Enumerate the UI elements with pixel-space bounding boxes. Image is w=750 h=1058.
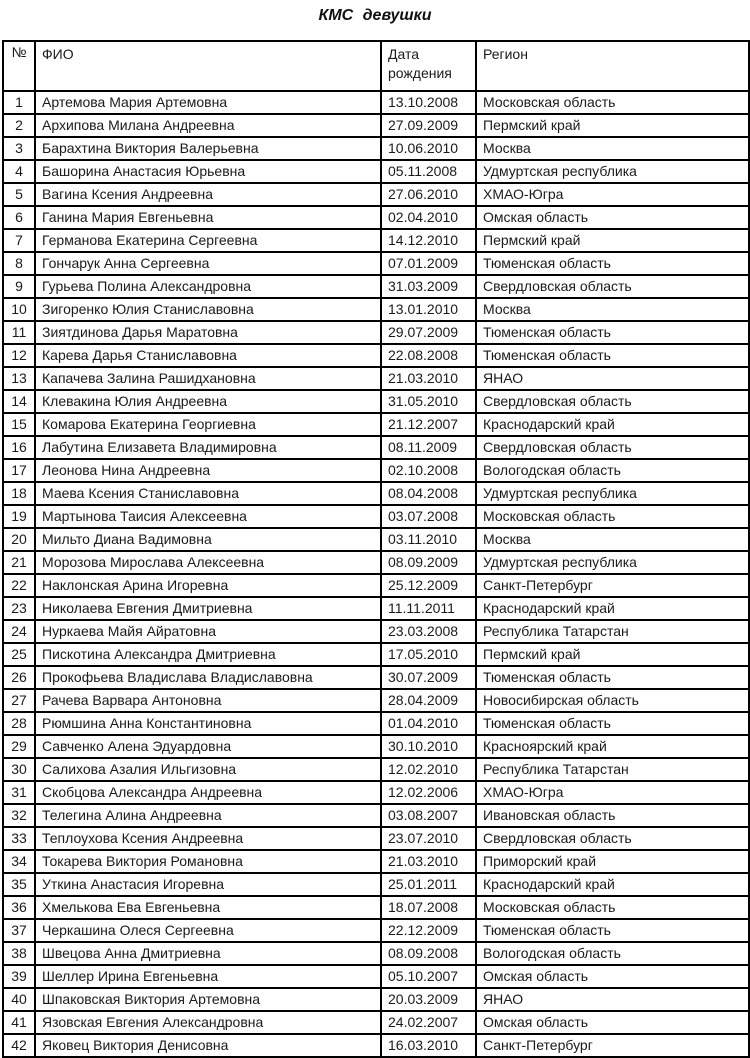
header-row <box>3 41 749 91</box>
name-cell: Карева Дарья Станиславовна <box>35 344 381 367</box>
region-cell: Свердловская область <box>476 390 749 413</box>
table-row <box>3 160 749 183</box>
birth-date-cell: 08.04.2008 <box>381 482 476 505</box>
table-row <box>3 367 749 390</box>
birth-date-cell: 27.06.2010 <box>381 183 476 206</box>
table-row <box>3 91 749 114</box>
row-number-cell: 30 <box>3 758 35 781</box>
region-cell: Московская область <box>476 91 749 114</box>
birth-date-cell: 21.03.2010 <box>381 367 476 390</box>
table-row <box>3 988 749 1011</box>
name-cell: Комарова Екатерина Георгиевна <box>35 413 381 436</box>
birth-date-cell: 07.01.2009 <box>381 252 476 275</box>
table-header <box>3 41 749 91</box>
region-cell: Ивановская область <box>476 804 749 827</box>
row-number-cell: 13 <box>3 367 35 390</box>
region-cell: Удмуртская республика <box>476 160 749 183</box>
region-cell: Приморский край <box>476 850 749 873</box>
row-number-cell: 41 <box>3 1011 35 1034</box>
name-cell: Хмелькова Ева Евгеньевна <box>35 896 381 919</box>
table-row <box>3 436 749 459</box>
name-cell: Гурьева Полина Александровна <box>35 275 381 298</box>
name-cell: Скобцова Александра Андреевна <box>35 781 381 804</box>
row-number-cell: 21 <box>3 551 35 574</box>
table-row <box>3 942 749 965</box>
table-row <box>3 298 749 321</box>
row-number-cell: 22 <box>3 574 35 597</box>
birth-date-cell: 14.12.2010 <box>381 229 476 252</box>
row-number-cell: 19 <box>3 505 35 528</box>
table-row <box>3 275 749 298</box>
name-cell: Уткина Анастасия Игоревна <box>35 873 381 896</box>
birth-date-cell: 12.02.2006 <box>381 781 476 804</box>
table-row <box>3 597 749 620</box>
table-row <box>3 620 749 643</box>
row-number-cell: 33 <box>3 827 35 850</box>
birth-date-cell: 25.12.2009 <box>381 574 476 597</box>
row-number-cell: 28 <box>3 712 35 735</box>
region-cell: Республика Татарстан <box>476 758 749 781</box>
table-row <box>3 850 749 873</box>
name-cell: Вагина Ксения Андреевна <box>35 183 381 206</box>
birth-date-cell: 28.04.2009 <box>381 689 476 712</box>
birth-date-cell: 18.07.2008 <box>381 896 476 919</box>
birth-date-cell: 08.11.2009 <box>381 436 476 459</box>
region-cell: Вологодская область <box>476 942 749 965</box>
name-cell: Зиятдинова Дарья Маратовна <box>35 321 381 344</box>
row-number-cell: 10 <box>3 298 35 321</box>
region-cell: Пермский край <box>476 229 749 252</box>
roster-table <box>2 40 750 1058</box>
header-number: № <box>3 41 35 91</box>
row-number-cell: 32 <box>3 804 35 827</box>
row-number-cell: 38 <box>3 942 35 965</box>
region-cell: Тюменская область <box>476 344 749 367</box>
name-cell: Язовская Евгения Александровна <box>35 1011 381 1034</box>
table-row <box>3 643 749 666</box>
name-cell: Савченко Алена Эдуардовна <box>35 735 381 758</box>
name-cell: Шпаковская Виктория Артемовна <box>35 988 381 1011</box>
row-number-cell: 35 <box>3 873 35 896</box>
table-row <box>3 528 749 551</box>
name-cell: Артемова Мария Артемовна <box>35 91 381 114</box>
row-number-cell: 34 <box>3 850 35 873</box>
row-number-cell: 9 <box>3 275 35 298</box>
region-cell: Пермский край <box>476 643 749 666</box>
table-row <box>3 206 749 229</box>
name-cell: Гончарук Анна Сергеевна <box>35 252 381 275</box>
table-row <box>3 482 749 505</box>
birth-date-cell: 11.11.2011 <box>381 597 476 620</box>
region-cell: Тюменская область <box>476 919 749 942</box>
row-number-cell: 15 <box>3 413 35 436</box>
row-number-cell: 14 <box>3 390 35 413</box>
row-number-cell: 24 <box>3 620 35 643</box>
row-number-cell: 29 <box>3 735 35 758</box>
header-birth-date: Дата рождения <box>381 41 476 91</box>
birth-date-cell: 16.03.2010 <box>381 1034 476 1057</box>
table-row <box>3 735 749 758</box>
name-cell: Маева Ксения Станиславовна <box>35 482 381 505</box>
birth-date-cell: 24.02.2007 <box>381 1011 476 1034</box>
birth-date-cell: 31.03.2009 <box>381 275 476 298</box>
birth-date-cell: 13.01.2010 <box>381 298 476 321</box>
region-cell: Санкт-Петербург <box>476 1034 749 1057</box>
region-cell: Свердловская область <box>476 827 749 850</box>
birth-date-cell: 05.10.2007 <box>381 965 476 988</box>
table-row <box>3 873 749 896</box>
name-cell: Башорина Анастасия Юрьевна <box>35 160 381 183</box>
row-number-cell: 4 <box>3 160 35 183</box>
region-cell: Москва <box>476 528 749 551</box>
region-cell: Краснодарский край <box>476 413 749 436</box>
region-cell: Тюменская область <box>476 712 749 735</box>
table-row <box>3 459 749 482</box>
region-cell: Удмуртская республика <box>476 482 749 505</box>
birth-date-cell: 17.05.2010 <box>381 643 476 666</box>
name-cell: Нуркаева Майя Айратовна <box>35 620 381 643</box>
table-body <box>3 91 749 1057</box>
row-number-cell: 40 <box>3 988 35 1011</box>
birth-date-cell: 20.03.2009 <box>381 988 476 1011</box>
row-number-cell: 39 <box>3 965 35 988</box>
row-number-cell: 18 <box>3 482 35 505</box>
name-cell: Прокофьева Владислава Владиславовна <box>35 666 381 689</box>
row-number-cell: 23 <box>3 597 35 620</box>
birth-date-cell: 01.04.2010 <box>381 712 476 735</box>
region-cell: ХМАО-Югра <box>476 781 749 804</box>
table-row <box>3 183 749 206</box>
name-cell: Телегина Алина Андреевна <box>35 804 381 827</box>
region-cell: ЯНАО <box>476 367 749 390</box>
region-cell: Удмуртская республика <box>476 551 749 574</box>
birth-date-cell: 21.12.2007 <box>381 413 476 436</box>
birth-date-cell: 10.06.2010 <box>381 137 476 160</box>
region-cell: Краснодарский край <box>476 873 749 896</box>
birth-date-cell: 29.07.2009 <box>381 321 476 344</box>
birth-date-cell: 30.07.2009 <box>381 666 476 689</box>
region-cell: Свердловская область <box>476 436 749 459</box>
table-row <box>3 896 749 919</box>
name-cell: Лабутина Елизавета Владимировна <box>35 436 381 459</box>
table-row <box>3 505 749 528</box>
row-number-cell: 25 <box>3 643 35 666</box>
table-row <box>3 781 749 804</box>
row-number-cell: 26 <box>3 666 35 689</box>
table-row <box>3 689 749 712</box>
table-row <box>3 137 749 160</box>
table-row <box>3 229 749 252</box>
birth-date-cell: 23.07.2010 <box>381 827 476 850</box>
table-row <box>3 551 749 574</box>
region-cell: Омская область <box>476 206 749 229</box>
table-row <box>3 252 749 275</box>
name-cell: Зигоренко Юлия Станиславовна <box>35 298 381 321</box>
birth-date-cell: 23.03.2008 <box>381 620 476 643</box>
region-cell: Новосибирская область <box>476 689 749 712</box>
name-cell: Мартынова Таисия Алексеевна <box>35 505 381 528</box>
name-cell: Мильто Диана Вадимовна <box>35 528 381 551</box>
table-row <box>3 919 749 942</box>
row-number-cell: 1 <box>3 91 35 114</box>
birth-date-cell: 03.07.2008 <box>381 505 476 528</box>
row-number-cell: 3 <box>3 137 35 160</box>
name-cell: Клевакина Юлия Андреевна <box>35 390 381 413</box>
header-name: ФИО <box>35 41 381 91</box>
region-cell: Московская область <box>476 505 749 528</box>
table-row <box>3 804 749 827</box>
name-cell: Германова Екатерина Сергеевна <box>35 229 381 252</box>
row-number-cell: 27 <box>3 689 35 712</box>
birth-date-cell: 22.12.2009 <box>381 919 476 942</box>
name-cell: Черкашина Олеся Сергеевна <box>35 919 381 942</box>
name-cell: Пискотина Александра Дмитриевна <box>35 643 381 666</box>
name-cell: Рюмшина Анна Константиновна <box>35 712 381 735</box>
table-row <box>3 1034 749 1057</box>
row-number-cell: 20 <box>3 528 35 551</box>
table-row <box>3 413 749 436</box>
birth-date-cell: 13.10.2008 <box>381 91 476 114</box>
name-cell: Шеллер Ирина Евгеньевна <box>35 965 381 988</box>
table-row <box>3 758 749 781</box>
table-row <box>3 390 749 413</box>
name-cell: Яковец Виктория Денисовна <box>35 1034 381 1057</box>
birth-date-cell: 25.01.2011 <box>381 873 476 896</box>
table-row <box>3 712 749 735</box>
birth-date-cell: 02.04.2010 <box>381 206 476 229</box>
region-cell: Пермский край <box>476 114 749 137</box>
birth-date-cell: 08.09.2009 <box>381 551 476 574</box>
table-row <box>3 344 749 367</box>
row-number-cell: 16 <box>3 436 35 459</box>
name-cell: Салихова Азалия Ильгизовна <box>35 758 381 781</box>
table-row <box>3 574 749 597</box>
row-number-cell: 7 <box>3 229 35 252</box>
page-title: КМС девушки <box>318 7 432 24</box>
region-cell: Омская область <box>476 965 749 988</box>
birth-date-cell: 05.11.2008 <box>381 160 476 183</box>
row-number-cell: 5 <box>3 183 35 206</box>
name-cell: Архипова Милана Андреевна <box>35 114 381 137</box>
region-cell: Краснодарский край <box>476 597 749 620</box>
name-cell: Морозова Мирослава Алексеевна <box>35 551 381 574</box>
region-cell: Свердловская область <box>476 275 749 298</box>
birth-date-cell: 02.10.2008 <box>381 459 476 482</box>
table-row <box>3 666 749 689</box>
name-cell: Токарева Виктория Романовна <box>35 850 381 873</box>
table-row <box>3 965 749 988</box>
region-cell: Москва <box>476 137 749 160</box>
row-number-cell: 6 <box>3 206 35 229</box>
row-number-cell: 2 <box>3 114 35 137</box>
region-cell: Вологодская область <box>476 459 749 482</box>
row-number-cell: 31 <box>3 781 35 804</box>
name-cell: Ганина Мария Евгеньевна <box>35 206 381 229</box>
table-row <box>3 114 749 137</box>
table-row <box>3 321 749 344</box>
name-cell: Швецова Анна Дмитриевна <box>35 942 381 965</box>
header-region: Регион <box>476 41 749 91</box>
region-cell: Республика Татарстан <box>476 620 749 643</box>
birth-date-cell: 30.10.2010 <box>381 735 476 758</box>
name-cell: Николаева Евгения Дмитриевна <box>35 597 381 620</box>
table-row <box>3 1011 749 1034</box>
row-number-cell: 36 <box>3 896 35 919</box>
region-cell: ХМАО-Югра <box>476 183 749 206</box>
name-cell: Рачева Варвара Антоновна <box>35 689 381 712</box>
region-cell: Тюменская область <box>476 321 749 344</box>
row-number-cell: 17 <box>3 459 35 482</box>
region-cell: Красноярский край <box>476 735 749 758</box>
name-cell: Капачева Залина Рашидхановна <box>35 367 381 390</box>
row-number-cell: 11 <box>3 321 35 344</box>
birth-date-cell: 31.05.2010 <box>381 390 476 413</box>
region-cell: Санкт-Петербург <box>476 574 749 597</box>
birth-date-cell: 22.08.2008 <box>381 344 476 367</box>
birth-date-cell: 08.09.2008 <box>381 942 476 965</box>
table-row <box>3 827 749 850</box>
row-number-cell: 12 <box>3 344 35 367</box>
birth-date-cell: 27.09.2009 <box>381 114 476 137</box>
region-cell: Москва <box>476 298 749 321</box>
name-cell: Леонова Нина Андреевна <box>35 459 381 482</box>
name-cell: Теплоухова Ксения Андреевна <box>35 827 381 850</box>
name-cell: Барахтина Виктория Валерьевна <box>35 137 381 160</box>
birth-date-cell: 03.11.2010 <box>381 528 476 551</box>
region-cell: Тюменская область <box>476 666 749 689</box>
region-cell: Московская область <box>476 896 749 919</box>
row-number-cell: 37 <box>3 919 35 942</box>
region-cell: ЯНАО <box>476 988 749 1011</box>
birth-date-cell: 12.02.2010 <box>381 758 476 781</box>
birth-date-cell: 21.03.2010 <box>381 850 476 873</box>
region-cell: Тюменская область <box>476 252 749 275</box>
name-cell: Наклонская Арина Игоревна <box>35 574 381 597</box>
row-number-cell: 8 <box>3 252 35 275</box>
row-number-cell: 42 <box>3 1034 35 1057</box>
birth-date-cell: 03.08.2007 <box>381 804 476 827</box>
region-cell: Омская область <box>476 1011 749 1034</box>
